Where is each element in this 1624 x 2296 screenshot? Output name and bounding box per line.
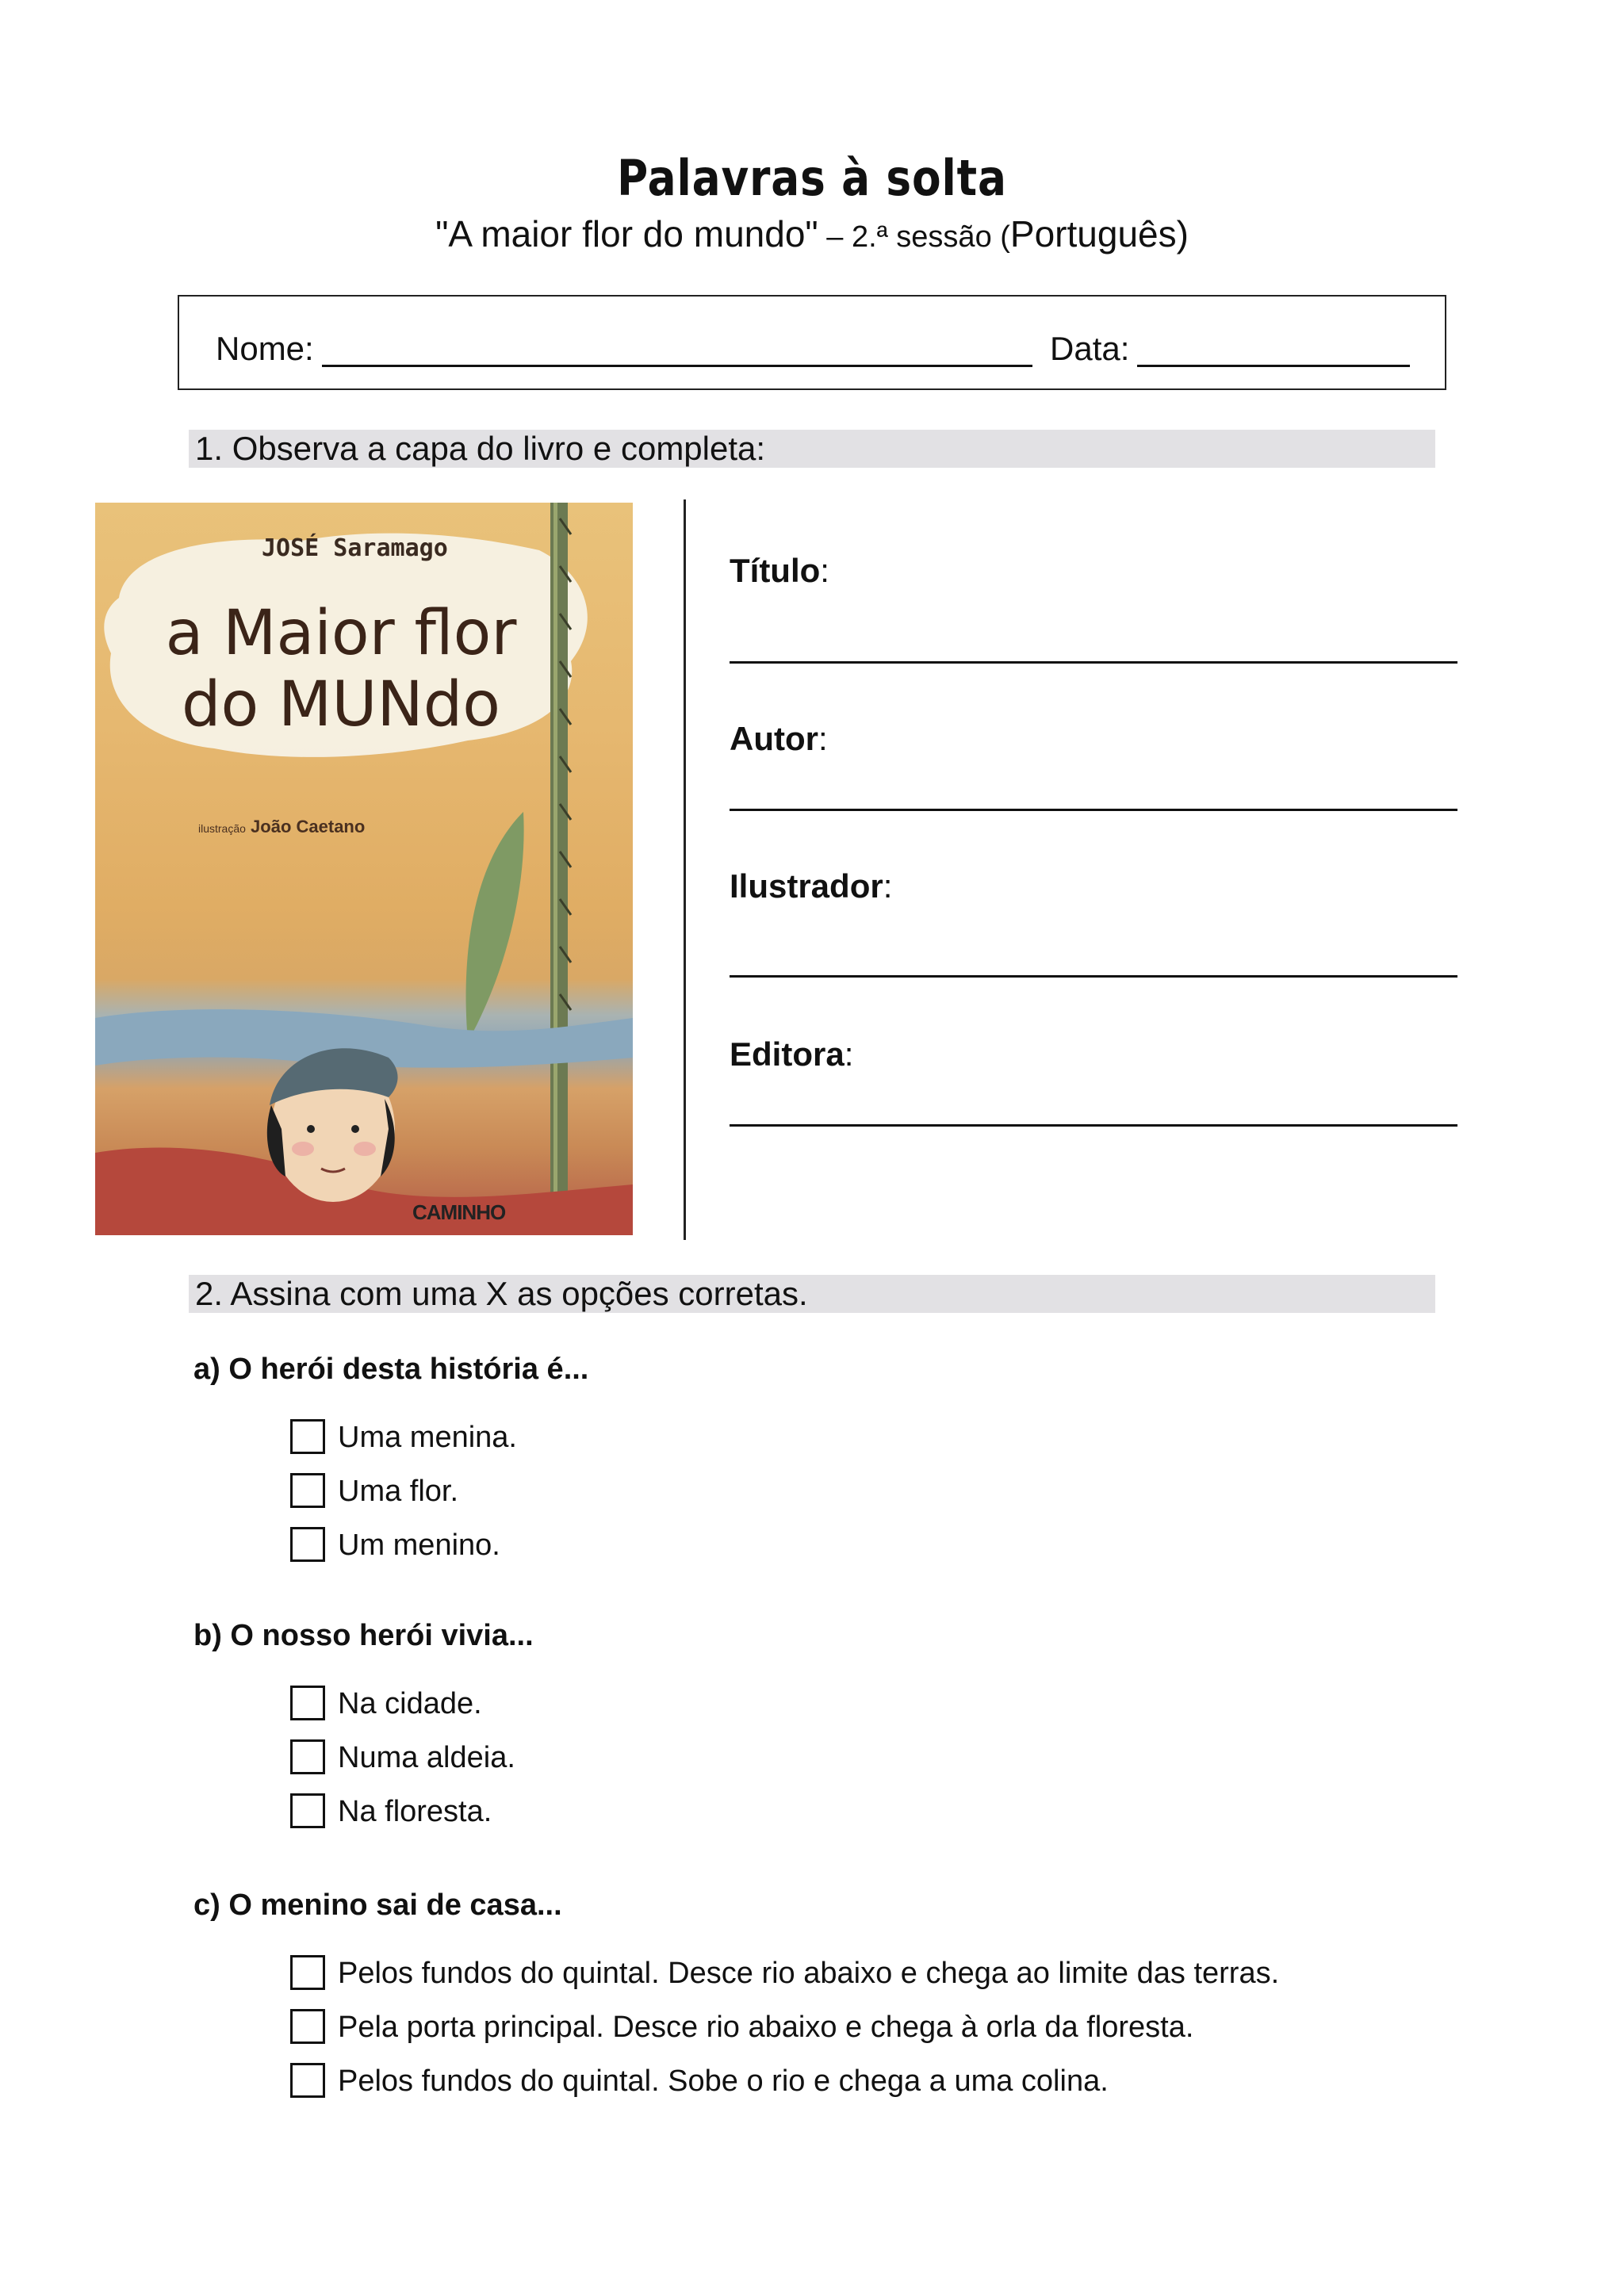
option-label: Numa aldeia. — [338, 1741, 515, 1774]
checkbox[interactable] — [290, 1739, 325, 1774]
option-label: Na cidade. — [338, 1687, 482, 1720]
subtitle-book-title: "A maior flor do mundo" — [435, 213, 818, 254]
checkbox[interactable] — [290, 1793, 325, 1828]
page-subtitle — [0, 212, 1624, 255]
subtitle-subject: Português) — [1009, 213, 1189, 254]
checkbox[interactable] — [290, 1419, 325, 1454]
question-c-label: c) O menino sai de casa... — [193, 1888, 562, 1922]
cover-author: JOSÉ Saramago — [262, 534, 448, 562]
field-title-label: Título: — [730, 552, 829, 589]
field-author-line[interactable] — [730, 809, 1457, 811]
cover-title-line-1: a Maior flor — [165, 598, 517, 669]
field-title-line[interactable] — [730, 661, 1457, 664]
book-cover-image — [95, 503, 633, 1235]
field-publisher-line[interactable] — [730, 1124, 1457, 1127]
option-label: Uma menina. — [338, 1421, 517, 1454]
option-label: Pela porta principal. Desce rio abaixo e chega à orla da floresta. — [338, 2011, 1194, 2044]
field-publisher-label: Editora: — [730, 1035, 854, 1073]
cover-illustrator — [198, 817, 365, 837]
option-label: Na floresta. — [338, 1795, 492, 1828]
vertical-divider — [684, 499, 686, 1240]
question-a-label: a) O herói desta história é... — [193, 1353, 589, 1386]
page-title: Palavras à solta — [617, 149, 1007, 207]
name-field[interactable] — [322, 365, 1032, 367]
checkbox[interactable] — [290, 1473, 325, 1508]
cover-publisher-logo: CAMINHO — [412, 1200, 506, 1224]
option-label: Pelos fundos do quintal. Sobe o rio e chega a uma colina. — [338, 2064, 1109, 2098]
cover-illustration-prefix: ilustração — [198, 822, 246, 835]
cover-illustrator-name: João Caetano — [251, 817, 366, 836]
cover-title-line-2: do MUNdo — [182, 669, 500, 740]
option-label: Um menino. — [338, 1529, 500, 1562]
section-2-heading: 2. Assina com uma X as opções corretas. — [189, 1275, 1435, 1313]
name-label: Nome: — [216, 330, 314, 367]
date-label: Data: — [1050, 330, 1130, 367]
checkbox[interactable] — [290, 1955, 325, 1990]
field-illustrator-label: Ilustrador: — [730, 867, 893, 905]
checkbox[interactable] — [290, 1527, 325, 1562]
section-1-heading: 1. Observa a capa do livro e completa: — [189, 430, 1435, 468]
checkbox[interactable] — [290, 1686, 325, 1720]
option-label: Uma flor. — [338, 1475, 459, 1508]
subtitle-session: – 2.ª sessão ( — [818, 220, 1010, 254]
field-author-label: Autor: — [730, 720, 828, 757]
cover-title — [151, 598, 531, 740]
name-date-box — [178, 295, 1446, 390]
question-b-label: b) O nosso herói vivia... — [193, 1619, 534, 1652]
option-label: Pelos fundos do quintal. Desce rio abaixo e chega ao limite das terras. — [338, 1957, 1280, 1990]
checkbox[interactable] — [290, 2009, 325, 2044]
checkbox[interactable] — [290, 2063, 325, 2098]
field-illustrator-line[interactable] — [730, 975, 1457, 978]
date-field[interactable] — [1137, 365, 1410, 367]
